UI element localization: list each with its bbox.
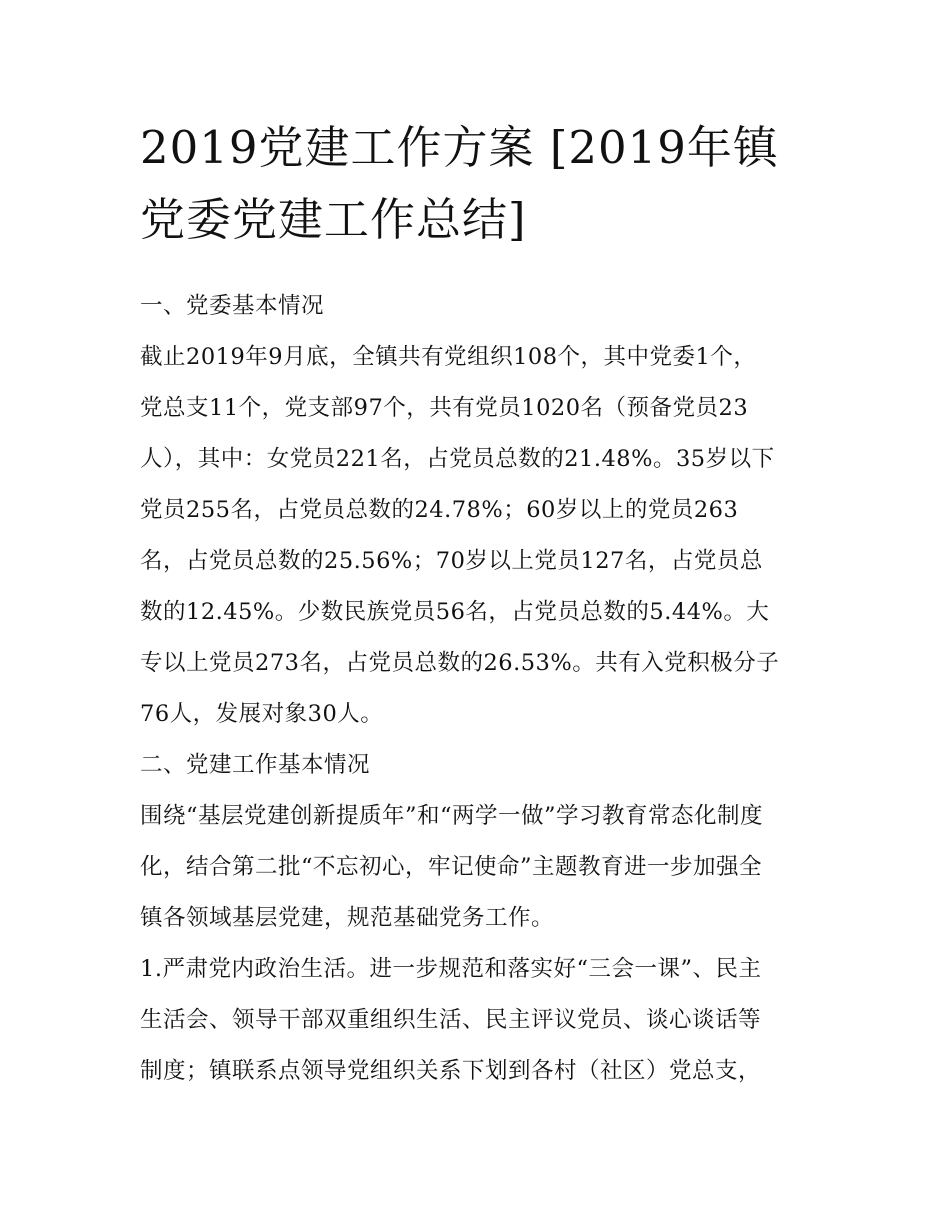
body-line: 化，结合第二批“不忘初心，牢记使命”主题教育进一步加强全	[140, 854, 763, 880]
body-line: 76人，发展对象30人。	[140, 701, 384, 727]
section-heading-1: 一、党委基本情况	[140, 293, 325, 319]
body-line: 党总支11个，党支部97个，共有党员1020名（预备党员23	[140, 395, 749, 421]
body-line: 截止2019年9月底，全镇共有党组织108个，其中党委1个，	[140, 344, 757, 370]
body-line: 党员255名，占党员总数的24.78%；60岁以上的党员263	[140, 497, 739, 523]
body-line: 专以上党员273名，占党员总数的26.53%。共有入党积极分子	[140, 650, 780, 676]
document-body	[140, 281, 812, 1097]
title-line-2: 党委党建工作总结]	[140, 193, 527, 246]
body-line: 生活会、领导干部双重组织生活、民主评议党员、谈心谈话等	[140, 1007, 762, 1033]
document-title	[140, 112, 812, 256]
body-line: 1.严肃党内政治生活。进一步规范和落实好“三会一课”、民主	[140, 956, 762, 982]
body-line: 数的12.45%。少数民族党员56名，占党员总数的5.44%。大	[140, 599, 770, 625]
body-line: 镇各领域基层党建，规范基础党务工作。	[140, 905, 555, 931]
title-line-1: 2019党建工作方案 [2019年镇	[140, 121, 779, 174]
body-line: 围绕“基层党建创新提质年”和“两学一做”学习教育常态化制度	[140, 803, 764, 829]
section-heading-2: 二、党建工作基本情况	[140, 752, 371, 778]
body-line: 制度；镇联系点领导党组织关系下划到各村（社区）党总支，	[140, 1058, 762, 1084]
body-line: 名，占党员总数的25.56%；70岁以上党员127名，占党员总	[140, 548, 763, 574]
body-line: 人），其中：女党员221名，占党员总数的21.48%。35岁以下	[140, 446, 775, 472]
document-content	[140, 112, 812, 1097]
